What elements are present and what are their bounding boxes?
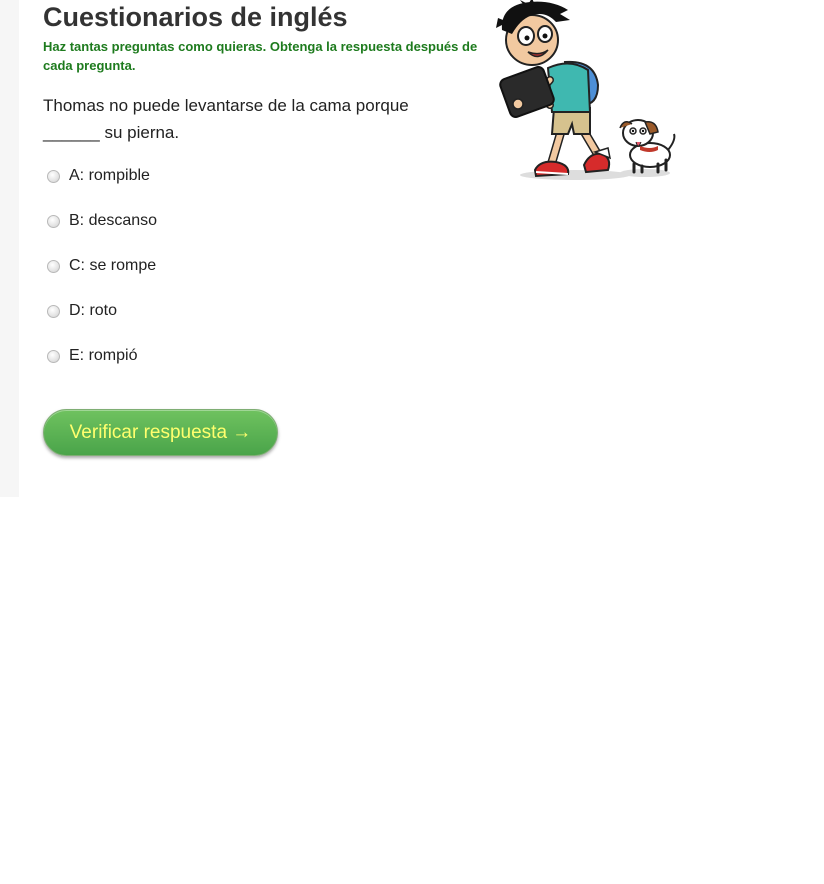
left-sidebar-strip (0, 0, 19, 497)
option-d-radio[interactable] (47, 305, 60, 318)
option-d[interactable] (47, 299, 157, 344)
option-e[interactable] (47, 344, 157, 389)
page-title: Cuestionarios de inglés (43, 2, 348, 32)
option-a-label[interactable]: A: rompible (69, 167, 150, 184)
boy-with-tablet-illustration (490, 0, 680, 184)
option-e-radio[interactable] (47, 350, 60, 363)
option-a[interactable] (47, 164, 157, 209)
option-a-radio[interactable] (47, 170, 60, 183)
option-b[interactable] (47, 209, 157, 254)
option-b-label[interactable]: B: descanso (69, 212, 158, 229)
option-b-radio[interactable] (47, 215, 60, 228)
option-c-label[interactable]: C: se rompe (69, 257, 157, 274)
question-text: Thomas no puede levantarse de la cama porque ______ su pierna. (43, 96, 409, 142)
option-d-label[interactable]: D: roto (69, 302, 118, 319)
option-c-radio[interactable] (47, 260, 60, 273)
option-e-label[interactable]: E: rompió (69, 347, 138, 364)
page-subtitle: Haz tantas preguntas como quieras. Obtenga la respuesta después de cada pregunta. (43, 39, 478, 73)
verify-answer-button[interactable]: Verificar respuesta → (43, 409, 278, 456)
option-c[interactable] (47, 254, 157, 299)
answer-options (47, 164, 157, 389)
